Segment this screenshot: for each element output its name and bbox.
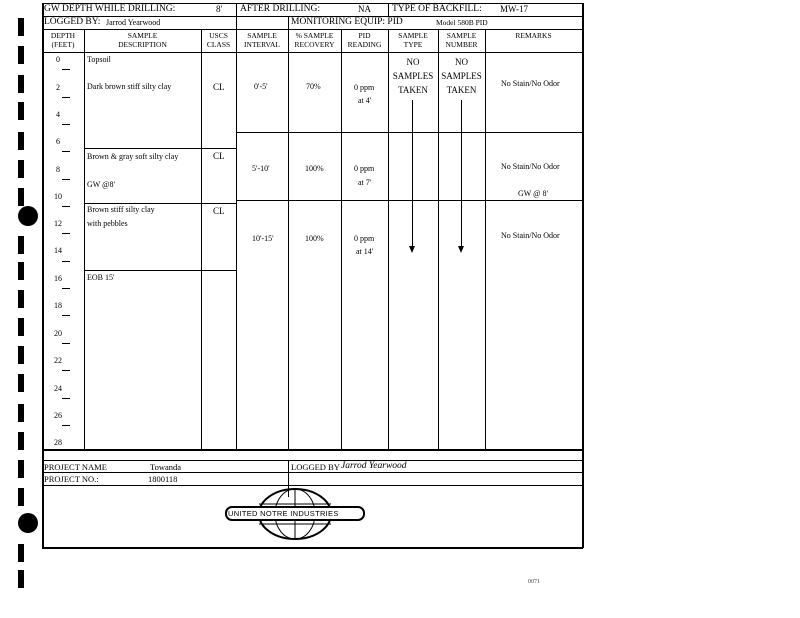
depth-tick-label: 22 <box>54 356 62 365</box>
depth-tick-label: 28 <box>54 438 62 447</box>
pid-depth: at 4' <box>358 96 372 105</box>
col-header-sample-type: SAMPLE TYPE <box>398 31 428 49</box>
remark: No Stain/No Odor <box>501 231 560 240</box>
project-no-label: PROJECT NO.: <box>44 474 99 484</box>
gw-depth-value: 8' <box>216 4 223 14</box>
footer-logged-by: LOGGED BY <box>291 462 340 472</box>
depth-tick-label: 14 <box>54 246 62 255</box>
col-header-description: SAMPLE DESCRIPTION <box>118 31 167 49</box>
gw-depth-label: GW DEPTH WHILE DRILLING: <box>44 4 176 14</box>
backfill-value: MW-17 <box>500 4 528 14</box>
depth-tick-label: 2 <box>56 83 60 92</box>
depth-tick-label: 18 <box>54 301 62 310</box>
sample-recovery: 100% <box>305 234 324 243</box>
remark: No Stain/No Odor <box>501 79 560 88</box>
sample-type-note: NO SAMPLES TAKEN <box>392 57 434 95</box>
desc-topsoil: Topsoil <box>87 55 111 64</box>
sample-recovery: 100% <box>305 164 324 173</box>
depth-tick-label: 8 <box>56 165 60 174</box>
uscs-class: CL <box>213 206 225 216</box>
depth-tick-label: 26 <box>54 411 62 420</box>
project-name-label: PROJECT NAME <box>44 462 107 472</box>
col-header-remarks: REMARKS <box>515 31 552 40</box>
desc-layer-3b: with pebbles <box>87 219 128 228</box>
sample-interval: 5'-10' <box>252 164 270 173</box>
pid-reading: 0 ppm <box>354 164 375 173</box>
page-mark: 0071 <box>528 579 540 585</box>
sample-interval: 10'-15' <box>252 234 274 243</box>
col-header-pid: PID READING <box>347 31 382 49</box>
depth-tick-label: 6 <box>56 137 60 146</box>
backfill-label: TYPE OF BACKFILL: <box>392 4 482 14</box>
depth-tick-label: 16 <box>54 274 62 283</box>
monitoring-model: Model 580B PID <box>436 18 488 27</box>
after-drilling-value: NA <box>358 4 371 14</box>
remark: No Stain/No Odor <box>501 162 560 171</box>
depth-tick-label: 24 <box>54 384 62 393</box>
depth-tick-label: 10 <box>54 192 62 201</box>
depth-tick-label: 0 <box>56 55 60 64</box>
depth-tick-label: 20 <box>54 329 62 338</box>
sample-interval: 0'-5' <box>254 82 268 91</box>
logged-by-label: LOGGED BY: <box>44 17 101 27</box>
desc-layer-1: Dark brown stiff silty clay <box>87 82 172 91</box>
project-no-value: 1800118 <box>148 474 178 484</box>
logo-text: UNITED NOTRE INDUSTRIES <box>228 509 339 518</box>
logged-by-signature: Jarrod Yearwood <box>341 461 407 471</box>
col-header-interval: SAMPLE INTERVAL <box>244 31 280 49</box>
uscs-class: CL <box>213 82 225 92</box>
desc-layer-3: Brown stiff silty clay <box>87 205 155 214</box>
after-drilling-label: AFTER DRILLING: <box>240 4 320 14</box>
pid-depth: at 14' <box>356 247 374 256</box>
col-header-sample-number: SAMPLE NUMBER <box>445 31 478 49</box>
desc-gw: GW @8' <box>87 180 115 189</box>
pid-depth: at 7' <box>358 178 372 187</box>
col-header-uscs: USCS CLASS <box>206 31 231 49</box>
monitoring-equip: MONITORING EQUIP: PID <box>291 17 403 27</box>
uscs-class: CL <box>213 151 225 161</box>
pid-reading: 0 ppm <box>354 234 375 243</box>
pid-reading: 0 ppm <box>354 83 375 92</box>
logged-by-value: Jarrod Yearwood <box>106 18 161 27</box>
project-name-value: Towanda <box>150 462 182 472</box>
col-header-depth: DEPTH (FEET) <box>50 31 76 49</box>
desc-eob: EOB 15' <box>87 273 115 282</box>
desc-layer-2: Brown & gray soft silty clay <box>87 152 179 161</box>
sample-number-note: NO SAMPLES TAKEN <box>441 57 482 95</box>
depth-tick-label: 4 <box>56 110 60 119</box>
col-header-recovery: % SAMPLE RECOVERY <box>294 31 335 49</box>
remark: GW @ 8' <box>518 189 548 198</box>
depth-tick-label: 12 <box>54 219 62 228</box>
sample-recovery: 70% <box>306 82 321 91</box>
